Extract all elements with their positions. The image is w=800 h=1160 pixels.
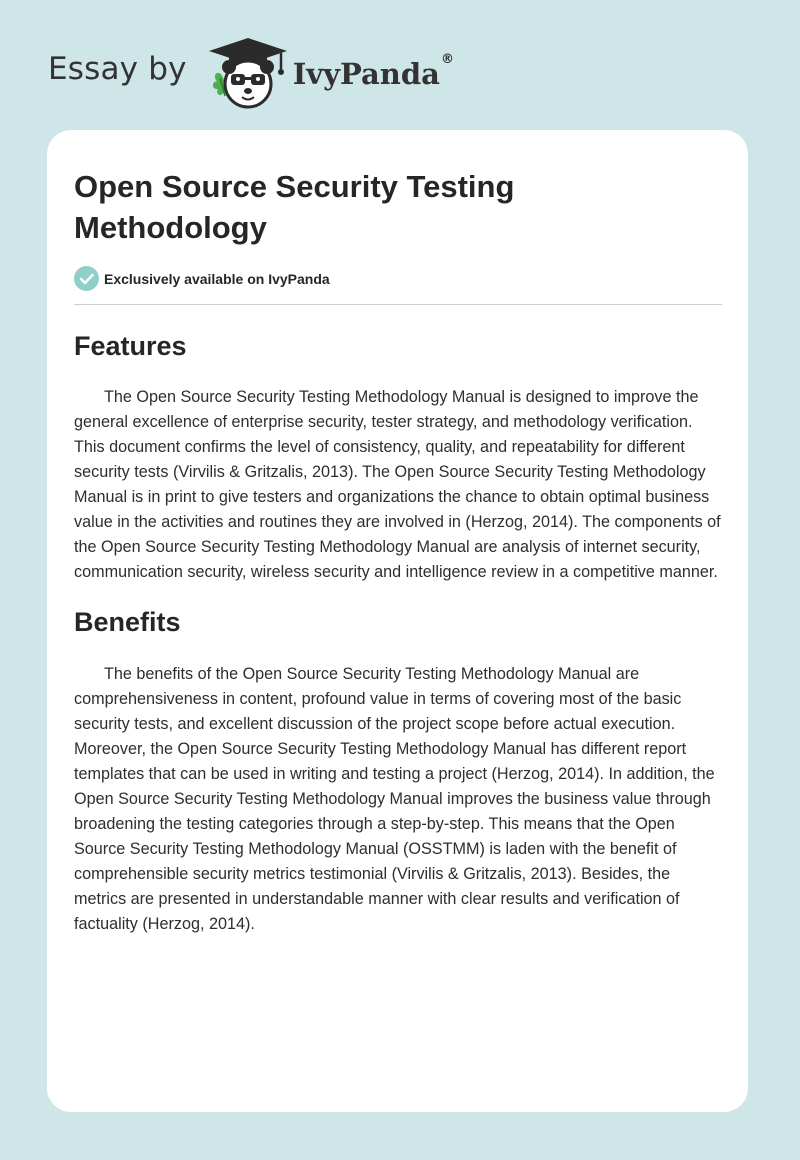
- check-circle-icon: [74, 266, 99, 291]
- brand-name-text: IvyPanda: [292, 57, 440, 91]
- section-heading-benefits: Benefits: [74, 607, 181, 637]
- exclusive-badge: [74, 266, 721, 291]
- exclusive-badge-text: Exclusively available on IvyPanda: [104, 270, 330, 287]
- panda-graduate-logo-icon: [205, 34, 291, 110]
- essay-card: [47, 130, 748, 1112]
- essay-by-label: Essay by: [48, 51, 187, 87]
- brand-name: [292, 52, 454, 91]
- section-heading-features: Features: [74, 331, 187, 361]
- title-divider: [74, 304, 722, 305]
- section-body-features: The Open Source Security Testing Methodology Manual is designed to improve the general excellence of enterprise security, tester strategy, and methodology verification. This document confirms the level of consistency, quality, and repeatability for different security tests (Virvilis & Gritzalis, 2013). The Open Source Security Testing Methodology Manual is in print to give testers and organizations the chance to obtain optimal business value in the activities and routines they are involved in (Herzog, 2014). The components of the Open Source Security Testing Methodology Manual are analysis of internet security, communication security, wireless security and intelligence review in a competitive manner.: [74, 388, 721, 581]
- section-body-benefits: The benefits of the Open Source Security Testing Methodology Manual are comprehensiveness in content, profound value in terms of covering most of the basic security tests, and excellent discussion of the project scope before actual execution. Moreover, the Open Source Security Testing Methodology Manual has different report templates that can be used in writing and testing a project (Herzog, 2014). In addition, the Open Source Security Testing Methodology Manual improves the business value through broadening the testing categories through a step-by-step. This means that the Open Source Security Testing Methodology Manual (OSSTMM) is laden with the benefit of comprehensible security metrics testimonial (Virvilis & Gritzalis, 2013). Besides, the metrics are presented in understandable manner with clear results and verification of factuality (Herzog, 2014).: [74, 665, 715, 933]
- site-brand[interactable]: [48, 34, 454, 110]
- registered-mark: ®: [440, 52, 454, 68]
- essay-title: Open Source Security Testing Methodology: [74, 169, 515, 245]
